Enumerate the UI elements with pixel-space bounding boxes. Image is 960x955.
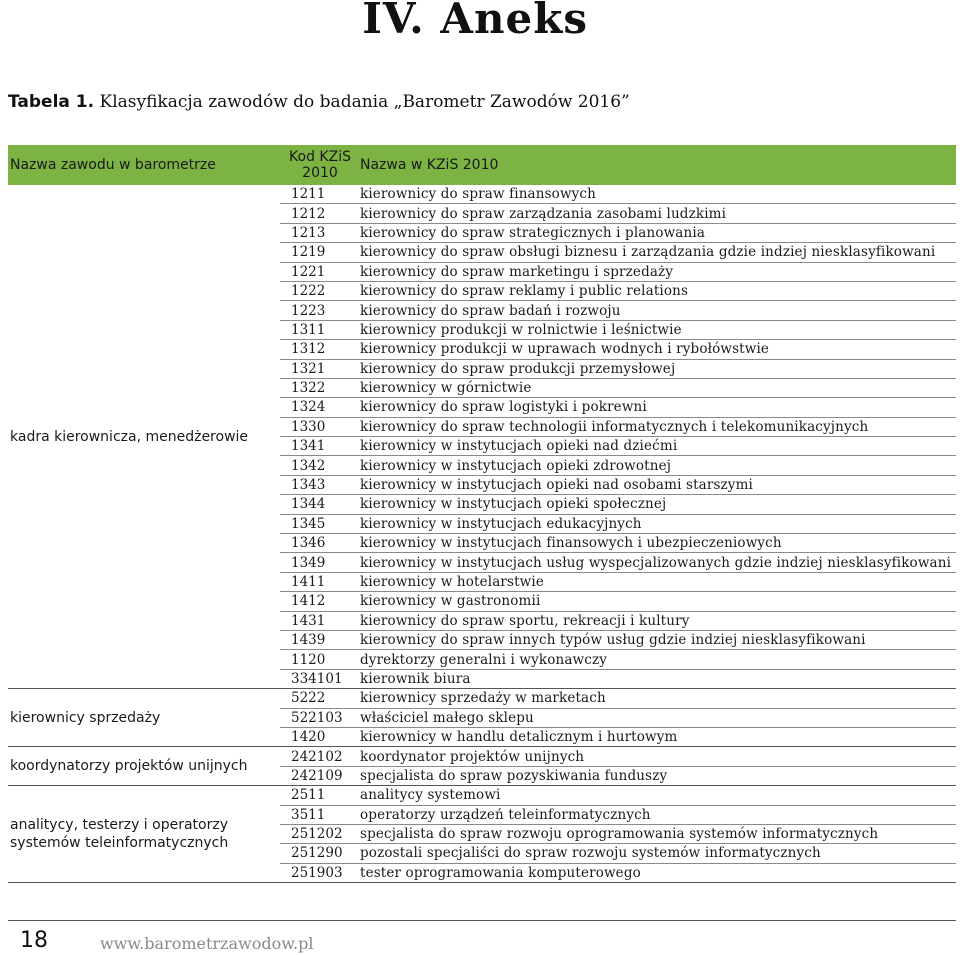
- table-row: [8, 747, 956, 766]
- kzis-name: kierownicy do spraw marketingu i sprzedaży: [360, 262, 956, 281]
- kzis-name: kierownicy do spraw zarządzania zasobami ludzkimi: [360, 204, 956, 223]
- kzis-name: pozostali specjaliści do spraw rozwoju systemów informatycznych: [360, 844, 956, 863]
- kzis-name: kierownicy w instytucjach opieki nad dziećmi: [360, 437, 956, 456]
- kzis-name: kierownicy w instytucjach finansowych i ubezpieczeniowych: [360, 534, 956, 553]
- header-profession: Nazwa zawodu w barometrze: [8, 145, 280, 185]
- kzis-code: 1346: [280, 534, 360, 553]
- kzis-code: 334101: [280, 669, 360, 688]
- kzis-code: 1412: [280, 592, 360, 611]
- kzis-code: 1324: [280, 398, 360, 417]
- profession-name: analitycy, testerzy i operatorzy systemów teleinformatycznych: [8, 786, 280, 883]
- kzis-code: 1211: [280, 185, 360, 204]
- kzis-code: 1311: [280, 320, 360, 339]
- kzis-name: specjalista do spraw pozyskiwania funduszy: [360, 766, 956, 785]
- kzis-code: 1213: [280, 223, 360, 242]
- footer-url: www.barometrzawodow.pl: [100, 934, 314, 953]
- kzis-name: dyrektorzy generalni i wykonawczy: [360, 650, 956, 669]
- kzis-name: kierownicy do spraw produkcji przemysłowej: [360, 359, 956, 378]
- kzis-name: kierownicy w hotelarstwie: [360, 572, 956, 591]
- kzis-name: kierownicy do spraw innych typów usług gdzie indziej niesklasyfikowani: [360, 630, 956, 649]
- kzis-code: 242109: [280, 766, 360, 785]
- kzis-name: analitycy systemowi: [360, 786, 956, 805]
- table-row: [8, 786, 956, 805]
- kzis-code: 3511: [280, 805, 360, 824]
- kzis-code: 1223: [280, 301, 360, 320]
- kzis-name: kierownicy w górnictwie: [360, 378, 956, 397]
- kzis-name: kierownicy do spraw strategicznych i planowania: [360, 223, 956, 242]
- profession-name: kadra kierownicza, menedżerowie: [8, 185, 280, 689]
- kzis-code: 1321: [280, 359, 360, 378]
- kzis-code: 1345: [280, 514, 360, 533]
- footer-divider: [8, 920, 956, 921]
- page-number: 18: [20, 928, 48, 953]
- kzis-code: 1343: [280, 475, 360, 494]
- profession-name: kierownicy sprzedaży: [8, 689, 280, 747]
- table-caption-label: Tabela 1.: [8, 92, 95, 112]
- kzis-name: kierownicy w gastronomii: [360, 592, 956, 611]
- header-code: Kod KZiS 2010: [280, 145, 360, 185]
- page-title: IV. Aneks: [362, 0, 588, 43]
- kzis-code: 1342: [280, 456, 360, 475]
- kzis-code: 1411: [280, 572, 360, 591]
- kzis-code: 1344: [280, 495, 360, 514]
- table-row: [8, 689, 956, 708]
- kzis-code: 1312: [280, 340, 360, 359]
- kzis-name: tester oprogramowania komputerowego: [360, 863, 956, 882]
- kzis-name: kierownicy do spraw sportu, rekreacji i kultury: [360, 611, 956, 630]
- kzis-code: 2511: [280, 786, 360, 805]
- kzis-name: kierownicy do spraw obsługi biznesu i zarządzania gdzie indziej niesklasyfikowani: [360, 243, 956, 262]
- kzis-code: 1431: [280, 611, 360, 630]
- kzis-code: 1322: [280, 378, 360, 397]
- kzis-name: kierownicy produkcji w uprawach wodnych i rybołówstwie: [360, 340, 956, 359]
- kzis-code: 1219: [280, 243, 360, 262]
- kzis-code: 5222: [280, 689, 360, 708]
- kzis-name: kierownicy do spraw badań i rozwoju: [360, 301, 956, 320]
- kzis-code: 1330: [280, 417, 360, 436]
- kzis-code: 1120: [280, 650, 360, 669]
- kzis-name: kierownik biura: [360, 669, 956, 688]
- kzis-name: kierownicy w instytucjach usług wyspecjalizowanych gdzie indziej niesklasyfikowani: [360, 553, 956, 572]
- table-caption: [8, 92, 630, 112]
- kzis-code: 242102: [280, 747, 360, 766]
- kzis-name: specjalista do spraw rozwoju oprogramowania systemów informatycznych: [360, 824, 956, 843]
- kzis-name: kierownicy do spraw reklamy i public relations: [360, 281, 956, 300]
- table-caption-text: Klasyfikacja zawodów do badania „Barometr Zawodów 2016”: [94, 92, 630, 112]
- kzis-code: 1212: [280, 204, 360, 223]
- kzis-code: 1221: [280, 262, 360, 281]
- table-body: [8, 185, 956, 883]
- kzis-name: kierownicy do spraw finansowych: [360, 185, 956, 204]
- kzis-name: kierownicy produkcji w rolnictwie i leśnictwie: [360, 320, 956, 339]
- table-header-row: [8, 145, 956, 185]
- kzis-code: 251903: [280, 863, 360, 882]
- kzis-name: kierownicy w instytucjach opieki społecznej: [360, 495, 956, 514]
- kzis-name: koordynator projektów unijnych: [360, 747, 956, 766]
- kzis-name: kierownicy w instytucjach edukacyjnych: [360, 514, 956, 533]
- kzis-code: 251202: [280, 824, 360, 843]
- kzis-code: 522103: [280, 708, 360, 727]
- kzis-name: kierownicy do spraw logistyki i pokrewni: [360, 398, 956, 417]
- kzis-name: kierownicy w instytucjach opieki zdrowotnej: [360, 456, 956, 475]
- profession-name: koordynatorzy projektów unijnych: [8, 747, 280, 786]
- kzis-code: 1341: [280, 437, 360, 456]
- kzis-name: kierownicy w instytucjach opieki nad osobami starszymi: [360, 475, 956, 494]
- kzis-code: 1420: [280, 727, 360, 746]
- kzis-code: 1349: [280, 553, 360, 572]
- table-row: [8, 185, 956, 204]
- kzis-code: 1439: [280, 630, 360, 649]
- kzis-name: właściciel małego sklepu: [360, 708, 956, 727]
- kzis-name: kierownicy w handlu detalicznym i hurtowym: [360, 727, 956, 746]
- kzis-name: kierownicy do spraw technologii informatycznych i telekomunikacyjnych: [360, 417, 956, 436]
- header-name: Nazwa w KZiS 2010: [360, 145, 956, 185]
- kzis-name: operatorzy urządzeń teleinformatycznych: [360, 805, 956, 824]
- kzis-code: 251290: [280, 844, 360, 863]
- classification-table: [8, 145, 956, 883]
- kzis-name: kierownicy sprzedaży w marketach: [360, 689, 956, 708]
- kzis-code: 1222: [280, 281, 360, 300]
